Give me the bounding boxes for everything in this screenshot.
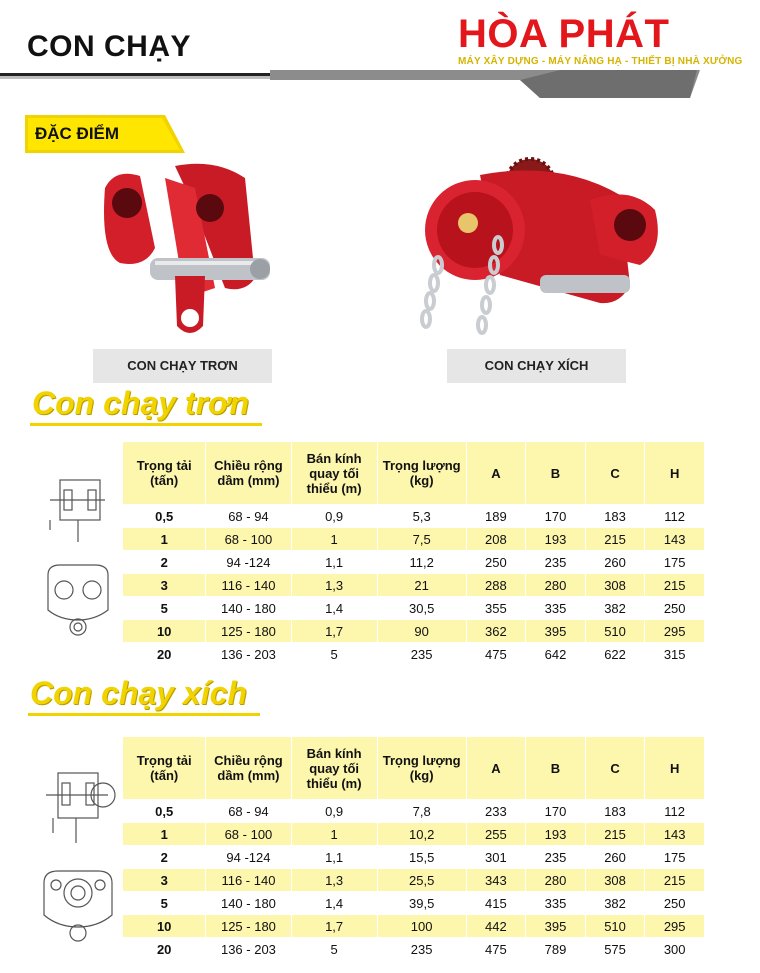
cell: 1,4 xyxy=(291,892,377,915)
table-row xyxy=(123,574,705,597)
cell: 136 - 203 xyxy=(206,938,291,961)
cell: 7,5 xyxy=(377,528,466,551)
cell: 1,1 xyxy=(291,846,377,869)
cell: 300 xyxy=(645,938,705,961)
cell: 1 xyxy=(123,823,206,846)
cell: 68 - 100 xyxy=(206,528,291,551)
col-header-min-radius: Bán kính quay tối thiểu (m) xyxy=(291,442,377,505)
cell: 170 xyxy=(526,505,586,528)
plain-trolley-caption: CON CHẠY TRƠN xyxy=(93,349,272,383)
cell: 235 xyxy=(377,938,466,961)
cell: 308 xyxy=(585,869,645,892)
cell: 0,5 xyxy=(123,505,206,528)
table-row xyxy=(123,551,705,574)
cell: 395 xyxy=(526,620,586,643)
cell: 1 xyxy=(291,528,377,551)
cell: 295 xyxy=(645,915,705,938)
cell: 0,9 xyxy=(291,505,377,528)
brand-tagline: MÁY XÂY DỰNG - MÁY NÂNG HẠ - THIẾT BỊ NHÀ XƯỞNG xyxy=(458,56,743,67)
cell: 193 xyxy=(526,823,586,846)
cell: 125 - 180 xyxy=(206,620,291,643)
table-row xyxy=(123,938,705,961)
cell: 233 xyxy=(466,800,526,823)
cell: 260 xyxy=(585,846,645,869)
col-header-capacity: Trọng tải (tấn) xyxy=(123,442,206,505)
cell: 215 xyxy=(585,823,645,846)
cell: 189 xyxy=(466,505,526,528)
cell: 355 xyxy=(466,597,526,620)
features-badge-label: ĐẶC ĐIỂM xyxy=(35,124,120,143)
cell: 2 xyxy=(123,846,206,869)
cell: 235 xyxy=(526,846,586,869)
col-header-h: H xyxy=(645,442,705,505)
cell: 382 xyxy=(585,892,645,915)
table-row xyxy=(123,892,705,915)
table-row xyxy=(123,528,705,551)
col-header-weight: Trọng lượng (kg) xyxy=(377,737,466,800)
cell: 193 xyxy=(526,528,586,551)
cell: 25,5 xyxy=(377,869,466,892)
cell: 10,2 xyxy=(377,823,466,846)
cell: 395 xyxy=(526,915,586,938)
cell: 250 xyxy=(466,551,526,574)
cell: 215 xyxy=(645,574,705,597)
table-row xyxy=(123,643,705,666)
cell: 1,4 xyxy=(291,597,377,620)
chain-trolley-image xyxy=(420,155,665,340)
col-header-h: H xyxy=(645,737,705,800)
cell: 30,5 xyxy=(377,597,466,620)
cell: 10 xyxy=(123,620,206,643)
col-header-min-radius: Bán kính quay tối thiểu (m) xyxy=(291,737,377,800)
cell: 175 xyxy=(645,846,705,869)
cell: 7,8 xyxy=(377,800,466,823)
cell: 382 xyxy=(585,597,645,620)
col-header-beam-width: Chiều rộng dầm (mm) xyxy=(206,737,291,800)
cell: 183 xyxy=(585,505,645,528)
col-header-a: A xyxy=(466,442,526,505)
cell: 94 -124 xyxy=(206,551,291,574)
chain-trolley-drawing xyxy=(38,765,118,945)
cell: 0,5 xyxy=(123,800,206,823)
cell: 68 - 94 xyxy=(206,800,291,823)
cell: 68 - 100 xyxy=(206,823,291,846)
plain-section-underline xyxy=(30,423,262,426)
cell: 622 xyxy=(585,643,645,666)
cell: 90 xyxy=(377,620,466,643)
cell: 5 xyxy=(123,892,206,915)
cell: 250 xyxy=(645,892,705,915)
col-header-weight: Trọng lượng (kg) xyxy=(377,442,466,505)
cell: 475 xyxy=(466,643,526,666)
cell: 112 xyxy=(645,800,705,823)
cell: 442 xyxy=(466,915,526,938)
chain-spec-table xyxy=(122,736,705,961)
cell: 5 xyxy=(291,938,377,961)
cell: 68 - 94 xyxy=(206,505,291,528)
cell: 1 xyxy=(123,528,206,551)
cell: 100 xyxy=(377,915,466,938)
col-header-c: C xyxy=(585,737,645,800)
cell: 39,5 xyxy=(377,892,466,915)
col-header-c: C xyxy=(585,442,645,505)
cell: 3 xyxy=(123,869,206,892)
cell: 5 xyxy=(123,597,206,620)
cell: 260 xyxy=(585,551,645,574)
cell: 1,1 xyxy=(291,551,377,574)
cell: 308 xyxy=(585,574,645,597)
cell: 143 xyxy=(645,528,705,551)
cell: 140 - 180 xyxy=(206,892,291,915)
chain-trolley-caption: CON CHẠY XÍCH xyxy=(447,349,626,383)
brand-logo: HÒA PHÁT xyxy=(458,12,670,56)
cell: 288 xyxy=(466,574,526,597)
plain-trolley-drawing xyxy=(40,470,115,640)
table-row xyxy=(123,915,705,938)
cell: 20 xyxy=(123,938,206,961)
cell: 1,3 xyxy=(291,869,377,892)
cell: 116 - 140 xyxy=(206,574,291,597)
col-header-capacity: Trọng tải (tấn) xyxy=(123,737,206,800)
cell: 1,7 xyxy=(291,620,377,643)
table-row xyxy=(123,505,705,528)
cell: 335 xyxy=(526,892,586,915)
cell: 295 xyxy=(645,620,705,643)
cell: 250 xyxy=(645,597,705,620)
cell: 215 xyxy=(585,528,645,551)
cell: 0,9 xyxy=(291,800,377,823)
cell: 235 xyxy=(526,551,586,574)
cell: 5,3 xyxy=(377,505,466,528)
cell: 475 xyxy=(466,938,526,961)
cell: 362 xyxy=(466,620,526,643)
cell: 15,5 xyxy=(377,846,466,869)
cell: 10 xyxy=(123,915,206,938)
cell: 255 xyxy=(466,823,526,846)
cell: 789 xyxy=(526,938,586,961)
cell: 315 xyxy=(645,643,705,666)
cell: 94 -124 xyxy=(206,846,291,869)
cell: 2 xyxy=(123,551,206,574)
table-row xyxy=(123,869,705,892)
cell: 335 xyxy=(526,597,586,620)
table-row xyxy=(123,823,705,846)
cell: 125 - 180 xyxy=(206,915,291,938)
chain-section-underline xyxy=(28,713,260,716)
cell: 280 xyxy=(526,574,586,597)
cell: 3 xyxy=(123,574,206,597)
cell: 11,2 xyxy=(377,551,466,574)
cell: 208 xyxy=(466,528,526,551)
cell: 343 xyxy=(466,869,526,892)
cell: 301 xyxy=(466,846,526,869)
table-row xyxy=(123,846,705,869)
cell: 1,3 xyxy=(291,574,377,597)
cell: 175 xyxy=(645,551,705,574)
cell: 642 xyxy=(526,643,586,666)
cell: 280 xyxy=(526,869,586,892)
page-title: CON CHẠY xyxy=(27,30,192,63)
cell: 1 xyxy=(291,823,377,846)
cell: 136 - 203 xyxy=(206,643,291,666)
cell: 140 - 180 xyxy=(206,597,291,620)
table-row xyxy=(123,597,705,620)
cell: 183 xyxy=(585,800,645,823)
col-header-b: B xyxy=(526,737,586,800)
cell: 143 xyxy=(645,823,705,846)
plain-trolley-image xyxy=(95,158,275,343)
cell: 21 xyxy=(377,574,466,597)
table-row xyxy=(123,620,705,643)
cell: 5 xyxy=(291,643,377,666)
cell: 575 xyxy=(585,938,645,961)
cell: 116 - 140 xyxy=(206,869,291,892)
chain-section-title: Con chạy xích xyxy=(30,675,247,711)
cell: 1,7 xyxy=(291,915,377,938)
cell: 510 xyxy=(585,915,645,938)
cell: 112 xyxy=(645,505,705,528)
table-row xyxy=(123,800,705,823)
cell: 170 xyxy=(526,800,586,823)
col-header-a: A xyxy=(466,737,526,800)
cell: 215 xyxy=(645,869,705,892)
cell: 235 xyxy=(377,643,466,666)
cell: 415 xyxy=(466,892,526,915)
cell: 20 xyxy=(123,643,206,666)
plain-section-title: Con chạy trơn xyxy=(32,385,250,421)
plain-spec-table xyxy=(122,441,705,666)
col-header-beam-width: Chiều rộng dầm (mm) xyxy=(206,442,291,505)
col-header-b: B xyxy=(526,442,586,505)
cell: 510 xyxy=(585,620,645,643)
